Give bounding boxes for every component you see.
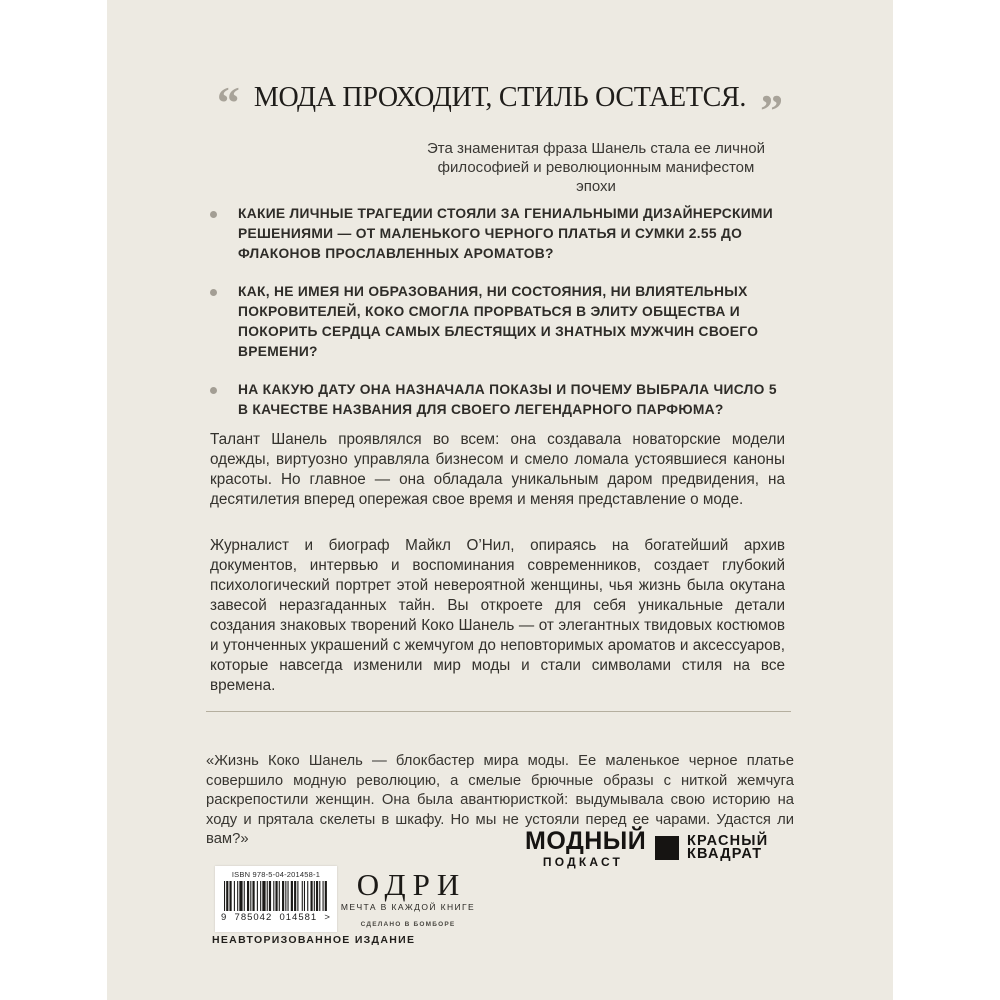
bullet-text: КАК, НЕ ИМЕЯ НИ ОБРАЗОВАНИЯ, НИ СОСТОЯНИЯ, НИ ВЛИЯТЕЛЬНЫХ ПОКРОВИТЕЛЕЙ, КОКО СМОГЛА ПРОРВАТЬСЯ В ЭЛИТУ ОБЩЕСТВА И ПОКОРИТЬ СЕРДЦА САМЫХ БЛЕСТЯЩИХ И ЗНАТНЫХ МУЖЧИН СВОЕГО ВРЕМЕНИ? bbox=[238, 284, 759, 359]
publisher-logo bbox=[313, 867, 503, 928]
barcode-digits-group2: 014581 bbox=[279, 912, 318, 923]
open-quote-icon: “ bbox=[216, 77, 240, 128]
subtitle-line-2: философией и революционным манифестом эпохи bbox=[437, 159, 755, 195]
barcode-digits-group1: 785042 bbox=[234, 912, 273, 923]
krasny-kvadrat-logo-line2: КВАДРАТ bbox=[687, 846, 763, 862]
annotation-paragraph-1: Талант Шанель проявлялся во всем: она создавала новаторские модели одежды, виртуозно управляла бизнесом и смело ломала устоявшиеся каноны красоты. Но главное — она обладала уникальным даром предвидения, на десятилетия вперед опережая свое время и меняя представление о моде. bbox=[210, 431, 785, 508]
modny-podcast-logo bbox=[525, 827, 647, 869]
annotation-paragraph-2: Журналист и биограф Майкл О’Нил, опираясь на богатейший архив документов, интервью и воспоминания современников, создает глубокий психологический портрет этой невероятной женщины, чья жизнь была окутана завесой неразгаданных тайн. Вы откроете для себя уникальные детали создания знаковых творений Коко Шанель — от элегантных твидовых костюмов и утонченных украшений с жемчугом до неповторимых ароматов и аксессуаров, которые навсегда изменили мир моды и стали символами стиля на все времена. bbox=[210, 537, 785, 694]
headline-quote-row bbox=[107, 77, 893, 136]
bullet-item bbox=[210, 380, 788, 420]
bullet-text: НА КАКУЮ ДАТУ ОНА НАЗНАЧАЛА ПОКАЗЫ И ПОЧЕМУ ВЫБРАЛА ЧИСЛО 5 В КАЧЕСТВЕ НАЗВАНИЯ ДЛЯ СВОЕГО ЛЕГЕНДАРНОГО ПАРФЮМА? bbox=[238, 382, 777, 417]
modny-podcast-logo-line1: МОДНЫЙ bbox=[525, 827, 647, 855]
barcode-suffix: > bbox=[324, 912, 331, 923]
publisher-name: ОДРИ bbox=[356, 867, 467, 902]
close-quote-icon: ” bbox=[760, 85, 784, 136]
bullet-item bbox=[210, 282, 788, 362]
isbn-label: ISBN 978-5-04-201458-1 bbox=[231, 870, 321, 879]
publisher-made-in: СДЕЛАНО В БОМБОРЕ bbox=[360, 921, 456, 928]
review-quote: «Жизнь Коко Шанель — блокбастер мира моды. Ее маленькое черное платье совершило модную революцию, а смелые брючные образы с ниткой жемчуга раскрепостили женщин. Она была авантюристкой: выдумывала свою историю на ходу и прятала скелеты в шкафу. Но мы не устояли перед ее чарами. Удастся ли вам?» bbox=[206, 753, 794, 847]
headline-subtitle bbox=[425, 139, 767, 196]
krasny-kvadrat-logo bbox=[655, 835, 768, 861]
barcode-digit-left: 9 bbox=[221, 912, 228, 923]
krasny-kvadrat-logo-line1: КРАСНЫЙ bbox=[687, 833, 769, 849]
subtitle-line-1: Эта знаменитая фраза Шанель стала ее личной bbox=[427, 140, 765, 157]
bullet-dot-icon bbox=[210, 289, 217, 296]
unauthorized-edition-label: НЕАВТОРИЗОВАННОЕ ИЗДАНИЕ bbox=[212, 934, 416, 946]
bullet-text: КАКИЕ ЛИЧНЫЕ ТРАГЕДИИ СТОЯЛИ ЗА ГЕНИАЛЬНЫМИ ДИЗАЙНЕРСКИМИ РЕШЕНИЯМИ — ОТ МАЛЕНЬКОГО ЧЕРНОГО ПЛАТЬЯ И СУМКИ 2.55 ДО ФЛАКОНОВ ПРОСЛАВЛЕННЫХ АРОМАТОВ? bbox=[238, 206, 773, 261]
bullet-dot-icon bbox=[210, 211, 217, 218]
black-square-icon bbox=[655, 836, 679, 860]
bullet-dot-icon bbox=[210, 387, 217, 394]
book-back-cover bbox=[107, 0, 893, 1000]
publisher-tagline: МЕЧТА В КАЖДОЙ КНИГЕ bbox=[340, 902, 476, 912]
divider-line bbox=[206, 711, 791, 712]
modny-podcast-logo-line2: ПОДКАСТ bbox=[542, 855, 624, 869]
bullet-item bbox=[210, 204, 788, 264]
headline-quote: МОДА ПРОХОДИТ, СТИЛЬ ОСТАЕТСЯ. bbox=[253, 82, 747, 113]
question-bullet-list bbox=[210, 204, 788, 438]
